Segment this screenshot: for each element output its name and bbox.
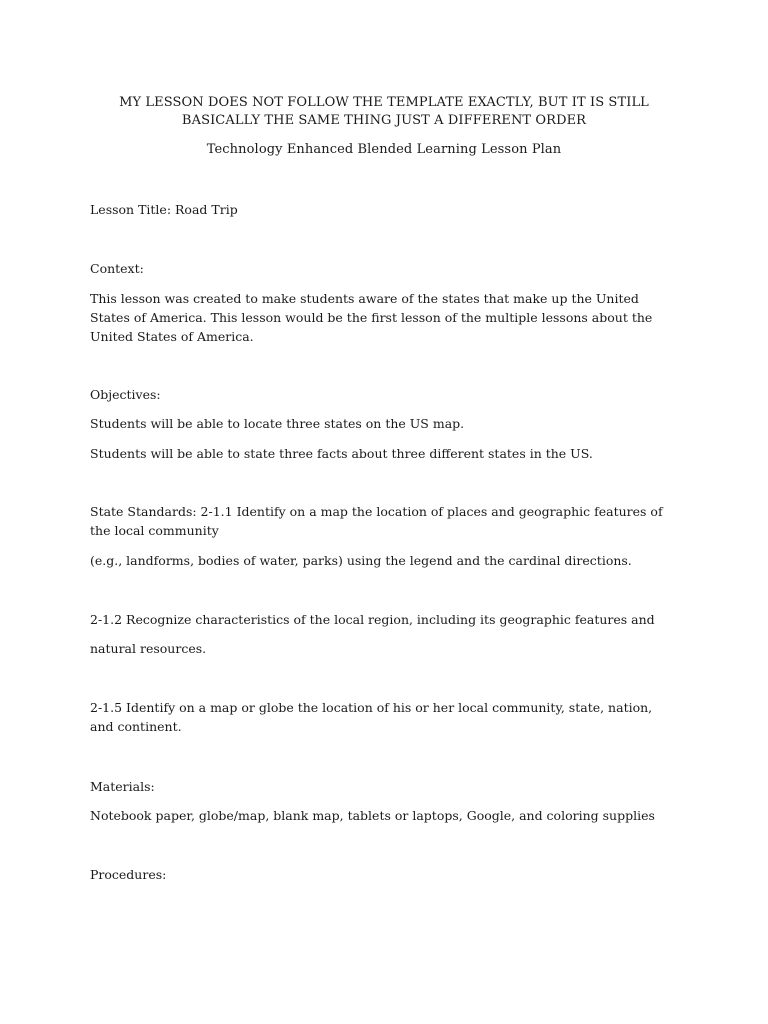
- context-label: Context:: [90, 261, 144, 276]
- standard-2-line-1: 2-1.2 Recognize characteristics of the local region, including its geographic features and: [90, 612, 655, 627]
- standard-1-continued: (e.g., landforms, bodies of water, parks) using the legend and the cardinal directions.: [90, 553, 632, 568]
- standard-2-line-2: natural resources.: [90, 641, 207, 656]
- materials-text: Notebook paper, globe/map, blank map, tablets or laptops, Google, and coloring supplies: [90, 808, 655, 823]
- lesson-title: Lesson Title: Road Trip: [90, 202, 238, 217]
- context-paragraph: This lesson was created to make students aware of the states that make up the United States of America. This lesson would be the first lesson of the multiple lessons about the United States of America.: [90, 291, 653, 344]
- objective-item-2: Students will be able to state three facts about three different states in the US.: [90, 446, 593, 461]
- header-note: [60, 94, 708, 130]
- header-note-line-1: MY LESSON DOES NOT FOLLOW THE TEMPLATE EXACTLY, BUT IT IS STILL: [119, 95, 649, 110]
- objective-item-1: Students will be able to locate three states on the US map.: [90, 416, 465, 431]
- standard-3: 2-1.5 Identify on a map or globe the location of his or her local community, state, nation, and continent.: [90, 700, 653, 734]
- materials-label: Materials:: [90, 779, 155, 794]
- objectives-label: Objectives:: [90, 387, 161, 402]
- plan-title: Technology Enhanced Blended Learning Lesson Plan: [206, 142, 562, 157]
- standard-1: State Standards: 2-1.1 Identify on a map the location of places and geographic features of the local community: [90, 504, 663, 538]
- procedures-label: Procedures:: [90, 867, 167, 882]
- header-note-line-2: BASICALLY THE SAME THING JUST A DIFFERENT ORDER: [181, 113, 587, 128]
